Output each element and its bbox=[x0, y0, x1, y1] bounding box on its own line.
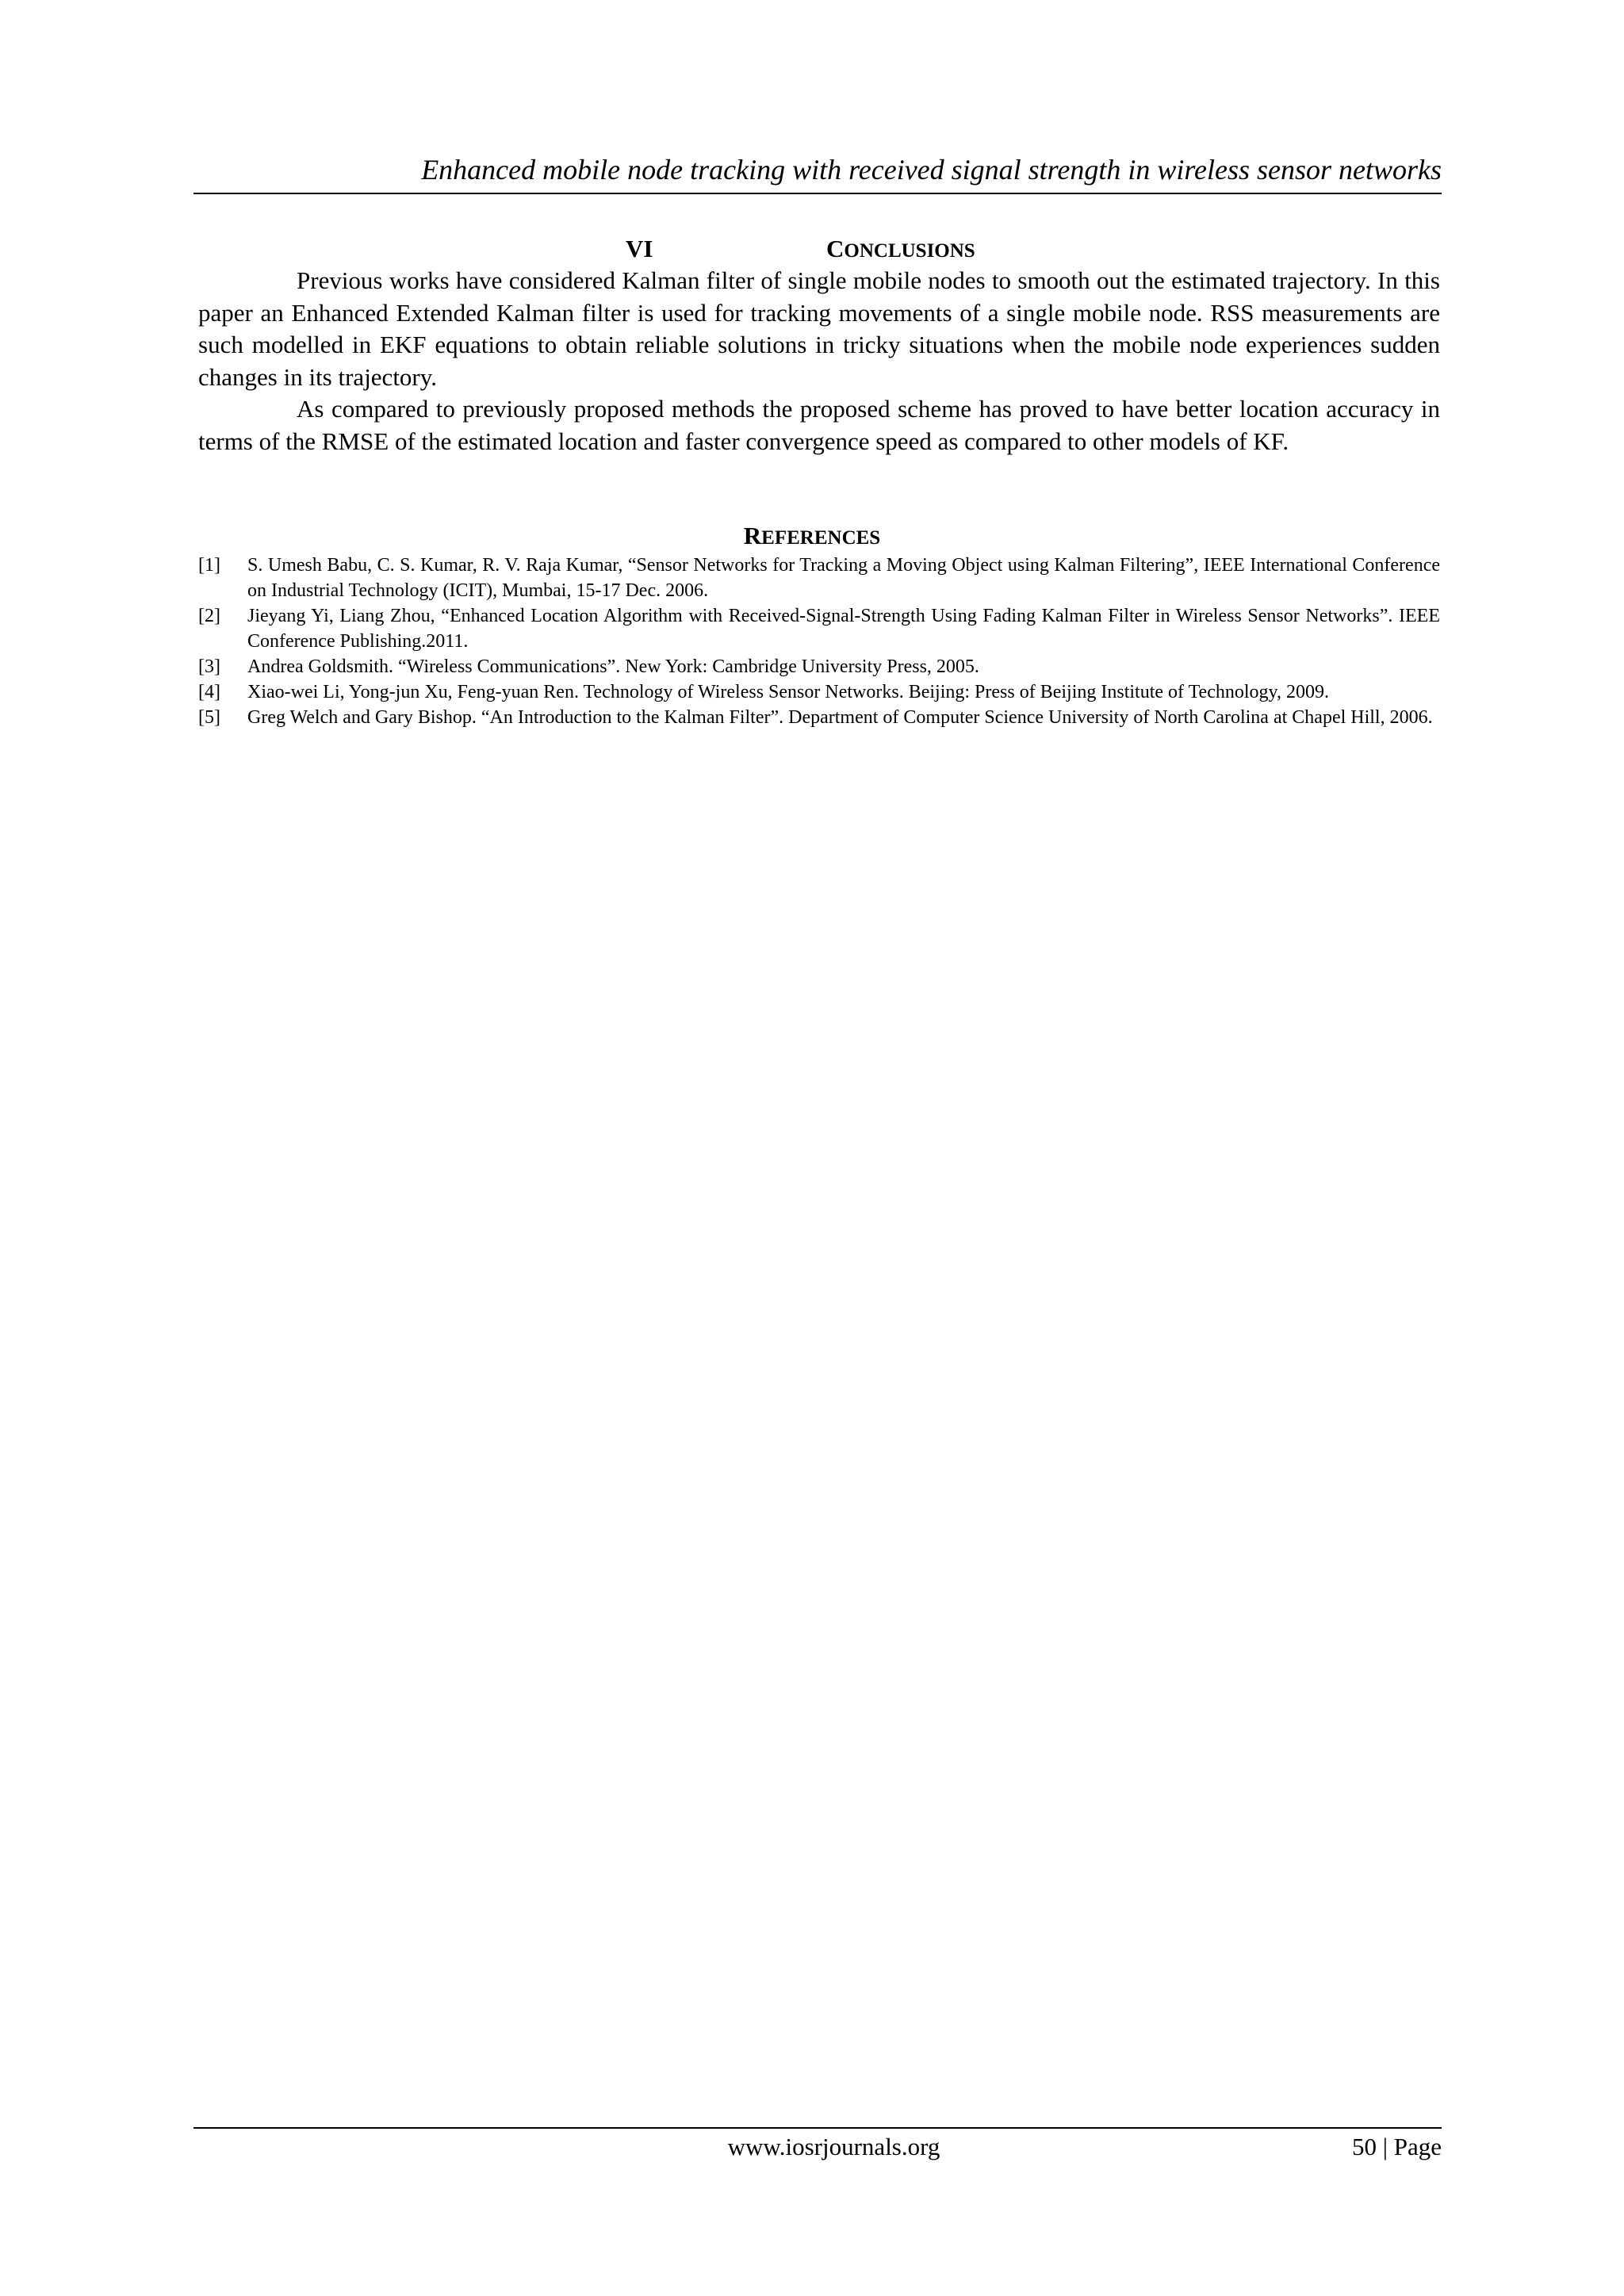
reference-item bbox=[198, 654, 1440, 679]
references-heading-initial: R bbox=[743, 522, 762, 549]
reference-number: [2] bbox=[198, 606, 220, 626]
running-header: Enhanced mobile node tracking with received signal strength in wireless sensor networks bbox=[421, 154, 1442, 186]
footer-rule bbox=[193, 2127, 1442, 2129]
conclusions-body bbox=[198, 265, 1440, 457]
page-number: 50 | Page bbox=[1352, 2133, 1442, 2160]
reference-number: [5] bbox=[198, 707, 220, 728]
reference-number: [3] bbox=[198, 656, 220, 677]
paragraph-2: As compared to previously proposed methods the proposed scheme has proved to have better location accuracy in terms of the RMSE of the estimated location and faster convergence speed as compared to other models of KF. bbox=[198, 395, 1440, 455]
section-title-initial: C bbox=[826, 235, 845, 262]
reference-text: Greg Welch and Gary Bishop. “An Introduction to the Kalman Filter”. Department of Computer Science University of North Carolina at Chapel Hill, 2006. bbox=[247, 707, 1433, 728]
section-title-rest: ONCLUSIONS bbox=[844, 240, 975, 262]
reference-text: S. Umesh Babu, C. S. Kumar, R. V. Raja Kumar, “Sensor Networks for Tracking a Moving Object using Kalman Filtering”, IEEE International Conference on Industrial Technology (ICIT), Mumbai, 15-17 Dec. 2006. bbox=[247, 555, 1440, 601]
reference-item bbox=[198, 603, 1440, 654]
reference-text: Xiao-wei Li, Yong-jun Xu, Feng-yuan Ren. Technology of Wireless Sensor Networks. Beijing: Press of Beijing Institute of Technology, 2009. bbox=[247, 682, 1329, 702]
reference-text: Andrea Goldsmith. “Wireless Communications”. New York: Cambridge University Press, 2005. bbox=[247, 656, 979, 677]
reference-text: Jieyang Yi, Liang Zhou, “Enhanced Location Algorithm with Received-Signal-Strength Using Fading Kalman Filter in Wireless Sensor Networks”. IEEE Conference Publishing.2011. bbox=[247, 606, 1440, 652]
reference-item bbox=[198, 553, 1440, 603]
section-number: VI bbox=[626, 235, 653, 262]
section-heading bbox=[0, 232, 1624, 266]
reference-item bbox=[198, 679, 1440, 705]
reference-number: [1] bbox=[198, 555, 220, 576]
references-list bbox=[198, 553, 1440, 730]
references-heading-rest: EFERENCES bbox=[761, 527, 881, 549]
paragraph-1: Previous works have considered Kalman filter of single mobile nodes to smooth out the estimated trajectory. In this paper an Enhanced Extended Kalman filter is used for tracking movements of a single mobile node. RSS measurements are such modelled in EKF equations to obtain reliable solutions in tricky situations when the mobile node experiences sudden changes in its trajectory. bbox=[198, 266, 1440, 391]
reference-item bbox=[198, 705, 1440, 730]
section-title bbox=[826, 232, 975, 269]
reference-number: [4] bbox=[198, 682, 220, 702]
footer-url: www.iosrjournals.org bbox=[727, 2133, 940, 2160]
header-rule bbox=[193, 193, 1442, 194]
